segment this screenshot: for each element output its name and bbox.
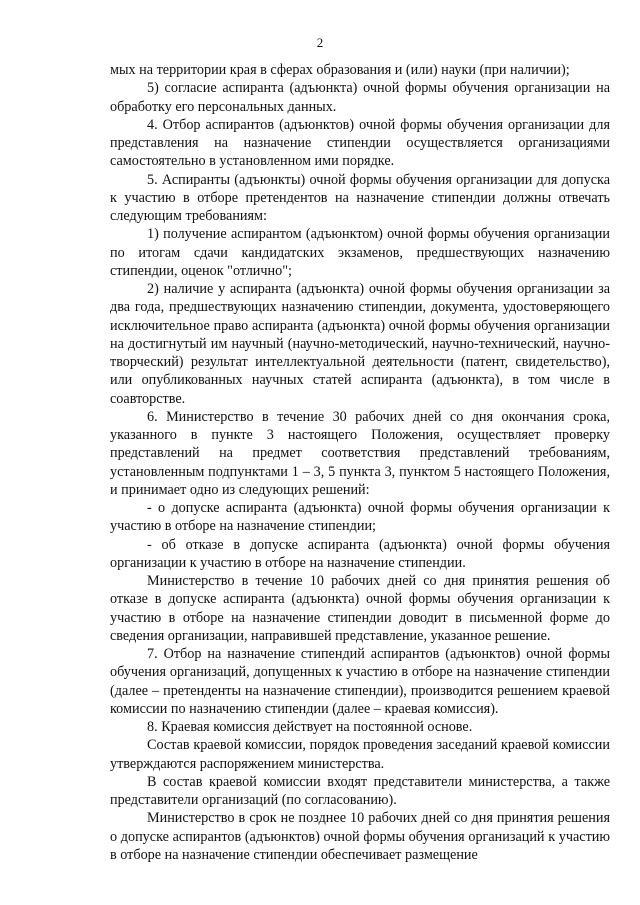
paragraph-clause-7: 7. Отбор на назначение стипендий аспирантов (адъюнктов) очной формы обучения организаций, допущенных к участию в отборе на назначение стипендии (далее – претенденты на назначение стипендии), производится решением краевой комиссии по назначению стипендии (далее – краевая комиссия). xyxy=(110,646,610,717)
paragraph-clause-6: 6. Министерство в течение 30 рабочих дней со дня окончания срока, указанного в пункте 3 настоящего Положения, осуществляет проверку представлений на предмет соответствия представлений требованиям, установленным подпунктами 1 – 3, 5 пункта 3, пунктом 5 настоящего Положения, и принимает одно из следующих решений: xyxy=(110,408,610,498)
paragraph-commission-members: В состав краевой комиссии входят представители министерства, а также представители организаций (по согласованию). xyxy=(110,773,610,808)
paragraph-decision-admit: - о допуске аспиранта (адъюнкта) очной формы обучения организации к участию в отборе на назначение стипендии; xyxy=(110,500,610,535)
paragraph-clause-5: 5. Аспиранты (адъюнкты) очной формы обучения организации для допуска к участию в отборе претендентов на назначение стипендии должны отвечать следующим требованиям: xyxy=(110,171,610,224)
document-body xyxy=(110,61,610,864)
paragraph-commission-composition: Состав краевой комиссии, порядок проведения заседаний краевой комиссии утверждаются распоряжением министерства. xyxy=(110,737,610,772)
paragraph-requirement-1: 1) получение аспирантом (адъюнктом) очной формы обучения организации по итогам сдачи кандидатских экзаменов, предшествующих назначению стипендии, оценок "отлично"; xyxy=(110,226,610,279)
paragraph-clause-8: 8. Краевая комиссия действует на постоянной основе. xyxy=(147,719,473,735)
paragraph-continuation: мых на территории края в сферах образования и (или) науки (при наличии); xyxy=(110,62,570,78)
paragraph-refusal-notice: Министерство в течение 10 рабочих дней со дня принятия решения об отказе в допуске аспиранта (адъюнкта) очной формы обучения организации к участию в отборе на назначение стипендии доводит в письменной форме до сведения организации, направившей представление, указанное решение. xyxy=(110,573,610,644)
paragraph-ministry-deadline: Министерство в срок не позднее 10 рабочих дней со дня принятия решения о допуске аспирантов (адъюнктов) очной формы обучения организаций к участию в отборе на назначение стипендии обеспечивает размещение xyxy=(110,810,610,863)
paragraph-decision-refuse: - об отказе в допуске аспиранта (адъюнкта) очной формы обучения организации к участию в отборе на назначение стипендии. xyxy=(110,536,610,571)
paragraph-item-5-consent: 5) согласие аспиранта (адъюнкта) очной формы обучения организации на обработку его персональных данных. xyxy=(110,80,610,115)
paragraph-clause-4: 4. Отбор аспирантов (адъюнктов) очной формы обучения организации для представления на назначение стипендии осуществляется организациями самостоятельно в установленном ими порядке. xyxy=(110,116,610,170)
paragraph-requirement-2: 2) наличие у аспиранта (адъюнкта) очной формы обучения организации за два года, предшествующих назначению стипендии, документа, удостоверяющего исключительное право аспиранта (адъюнкта) очной формы обучения организации на достигнутый им научный (научно-методический, научно-технический, научно-творческий) результат интеллектуальной деятельности (патент, свидетельство), или опубликованных научных статей аспиранта (адъюнкта), в том числе в соавторстве. xyxy=(110,281,610,407)
page-number: 2 xyxy=(316,35,324,50)
